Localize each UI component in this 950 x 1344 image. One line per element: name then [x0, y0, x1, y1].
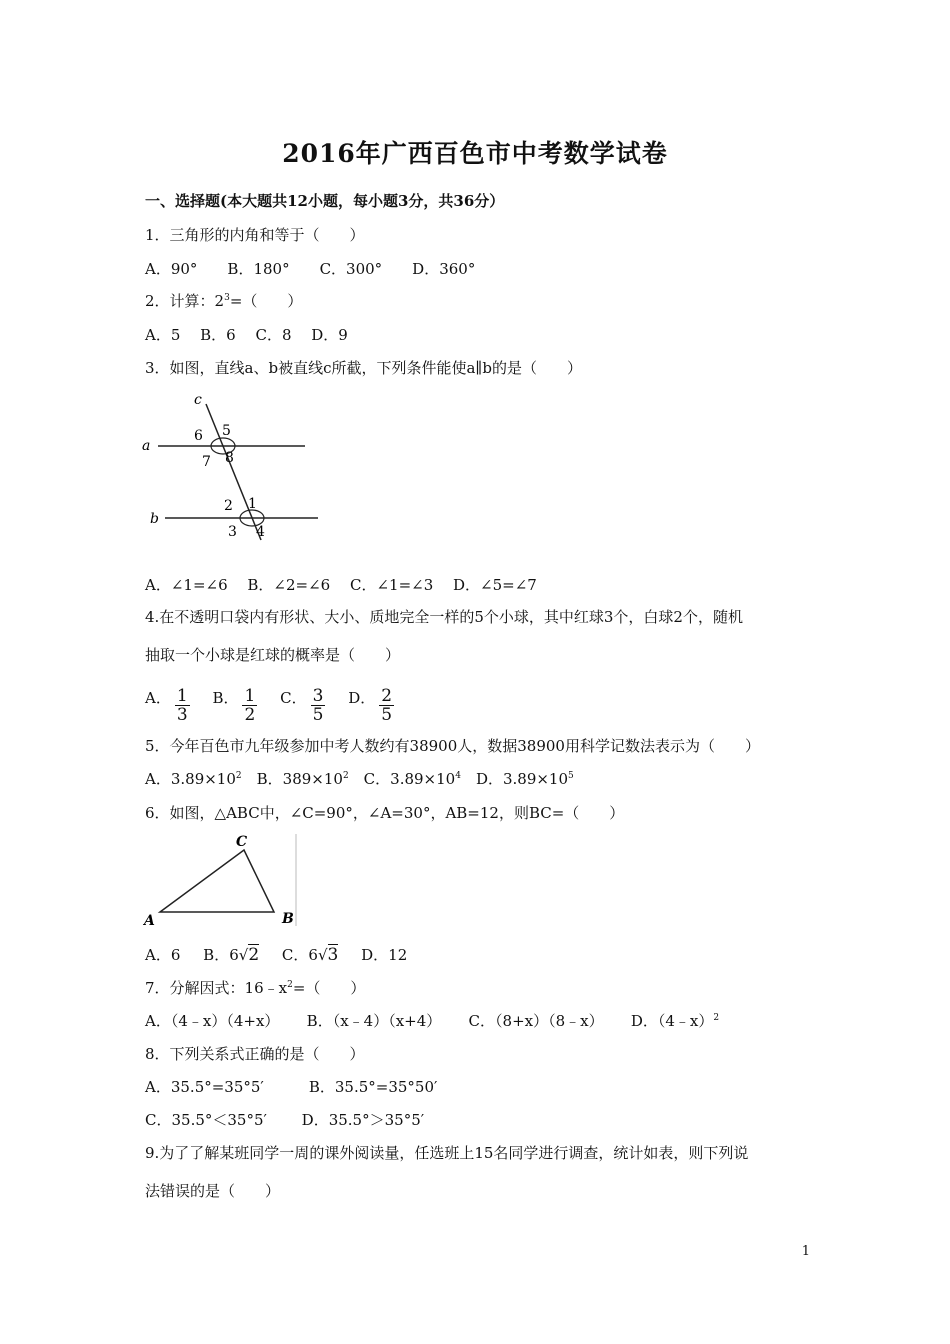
- angle-4: 4: [256, 524, 265, 540]
- question-6-stem: 6．如图，△ABC中，∠C=90°，∠A=30°，AB=12，则BC=（ ）: [145, 804, 625, 822]
- angle-7: 7: [202, 454, 211, 470]
- angle-8: 8: [225, 450, 234, 466]
- q4-option-b-label: B．: [212, 689, 239, 707]
- question-5-options: A．$3.89\times 10^2$ B．$389\times 10^2$ C．$3.89\times 10^4$ D．$3.89\times 10^5$: [145, 770, 574, 788]
- sqrt-2: √2: [238, 945, 260, 965]
- q2-stem-pre: 2．计算：2: [145, 292, 225, 310]
- question-3-options: A．∠1=∠6 B．∠2=∠6 C．∠1=∠3 D．∠5=∠7: [145, 576, 537, 594]
- question-1-stem: 1．三角形的内角和等于（ ）: [145, 226, 365, 244]
- question-8-options-row1: A．35.5°=35°5′ B．35.5°=35°50′: [145, 1078, 438, 1096]
- q6-option-d: D．12: [361, 946, 408, 964]
- q4-option-a-fraction: $\frac{1}{3}$: [176, 686, 188, 725]
- question-7-stem: 7．分解因式：$16﹣x^2=$（ ）: [145, 979, 366, 997]
- parallel-lines-figure: [140, 388, 330, 544]
- question-9-stem-line1: 9.为了了解某班同学一周的课外阅读量，任选班上15名同学进行调查，统计如表，则下列说: [145, 1144, 749, 1162]
- label-b: b: [150, 511, 159, 527]
- vertex-b: B: [282, 911, 294, 927]
- question-4-stem-line1: 4.在不透明口袋内有形状、大小、质地完全一样的5个小球，其中红球3个，白球2个，随机: [145, 608, 743, 626]
- line-c: [206, 404, 261, 540]
- sqrt-3: √3: [317, 945, 339, 965]
- angle-5: 5: [222, 423, 231, 439]
- triangle-abc: [160, 850, 274, 912]
- angle-1: 1: [248, 496, 257, 512]
- question-9-stem-line2: 法错误的是（ ）: [145, 1182, 281, 1200]
- question-8-options-row2: C．35.5°＜35°5′ D．35.5°＞35°5′: [145, 1111, 425, 1129]
- question-8-stem: 8．下列关系式正确的是（ ）: [145, 1045, 365, 1063]
- angle-6: 6: [194, 428, 203, 444]
- question-4-options: [145, 687, 394, 724]
- question-1-options: A．90° B．180° C．300° D．360°: [145, 260, 476, 278]
- q6-option-b: B．6: [203, 946, 239, 964]
- question-3-stem: 3．如图，直线a、b被直线c所截，下列条件能使a∥b的是（ ）: [145, 359, 582, 377]
- page-title: 2016年广西百色市中考数学试卷: [282, 139, 668, 168]
- q2-stem-post: =（ ）: [229, 292, 303, 310]
- page-number: 1: [801, 1244, 810, 1259]
- q4-option-c-fraction: $\frac{3}{5}$: [312, 686, 324, 725]
- vertex-a: A: [144, 913, 155, 929]
- q4-option-b-fraction: $\frac{1}{2}$: [244, 686, 256, 725]
- q4-option-d-fraction: $\frac{2}{5}$: [381, 686, 393, 725]
- triangle-figure: [140, 830, 300, 930]
- q4-option-d-label: D．: [348, 689, 376, 707]
- section-heading: 一、选择题(本大题共12小题，每小题3分，共36分）: [145, 192, 505, 210]
- label-c: c: [194, 392, 202, 408]
- question-4-stem-line2: 抽取一个小球是红球的概率是（ ）: [145, 646, 401, 664]
- q4-option-a-label: A．: [145, 689, 171, 707]
- label-a: a: [142, 438, 151, 454]
- q6-option-a: A．6: [145, 946, 181, 964]
- vertex-c: C: [236, 834, 248, 850]
- angle-3: 3: [228, 524, 237, 540]
- q6-option-c: C．6: [281, 946, 318, 964]
- angle-2: 2: [224, 498, 233, 514]
- question-6-options: [145, 944, 407, 965]
- question-5-stem: 5．今年百色市九年级参加中考人数约有38900人，数据38900用科学记数法表示为（ ）: [145, 737, 760, 755]
- question-7-options: A．（4﹣x）（4+x） B．（x﹣4）（x+4） C．（8+x）（8﹣x） D．（4﹣x）$^2$: [145, 1012, 720, 1030]
- q2-exponent: 3: [224, 293, 230, 303]
- question-2-options: A．5 B．6 C．8 D．9: [145, 326, 348, 344]
- question-2-stem: [145, 290, 302, 311]
- q4-option-c-label: C．: [280, 689, 307, 707]
